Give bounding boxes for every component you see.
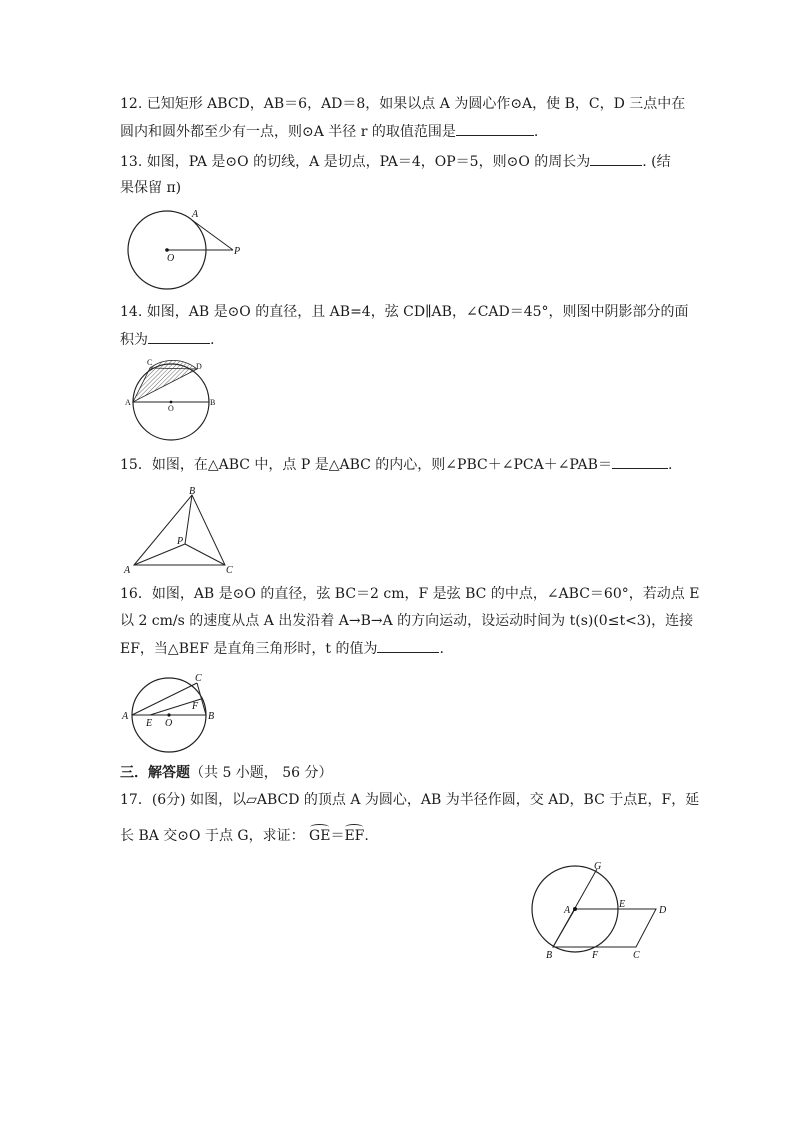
section3-title: 三．解答题 xyxy=(120,765,190,781)
q15-figure xyxy=(120,484,245,576)
q17-text: 长 BA 交⊙O 于点 G，求证： xyxy=(120,828,305,844)
label-a: A xyxy=(124,565,131,576)
answer-blank-13[interactable] xyxy=(590,151,642,166)
label-d: D xyxy=(196,362,202,371)
label-a: A xyxy=(564,905,571,916)
q13-end: . (结 xyxy=(642,154,671,170)
label-b: B xyxy=(546,950,553,961)
q15-end: . xyxy=(667,457,673,473)
center-dot xyxy=(165,248,169,252)
q17-figure xyxy=(528,858,688,962)
q12-end: . xyxy=(533,124,539,140)
answer-blank-14[interactable] xyxy=(148,329,210,344)
label-d: D xyxy=(659,905,667,916)
label-g: G xyxy=(594,861,602,872)
q13-figure xyxy=(120,205,260,295)
q14-text: 积为 xyxy=(120,332,148,348)
label-c: C xyxy=(226,565,233,576)
label-b: B xyxy=(208,711,215,722)
label-e: E xyxy=(619,899,626,910)
label-o: O xyxy=(167,253,175,264)
label-c: C xyxy=(633,950,640,961)
label-f: F xyxy=(192,701,199,712)
arc-ef: EF xyxy=(344,826,364,846)
q14-line2 xyxy=(120,329,214,350)
q17-eq: ＝ xyxy=(330,828,345,844)
q12-text: 圆内和圆外都至少有一点，则⊙A 半径 r 的取值范围是 xyxy=(120,124,456,140)
q14-line1: 14. 如图，AB 是⊙O 的直径，且 AB=4，弦 CD∥AB，∠CAD＝45°，则图中阴影部分的面 xyxy=(120,304,689,320)
q17-line2 xyxy=(120,826,369,846)
q12-line1: 12. 已知矩形 ABCD，AB＝6，AD＝8，如果以点 A 为圆心作⊙A，使 B，C，D 三点中在 xyxy=(120,96,686,112)
q17-line1: 17．(6分) 如图，以▱ABCD 的顶点 A 为圆心，AB 为半径作圆，交 AD，BC 于点E，F，延 xyxy=(120,792,700,808)
q14-figure xyxy=(122,355,222,445)
q12-line2 xyxy=(120,121,538,142)
label-c: C xyxy=(195,673,202,684)
center-dot xyxy=(170,401,173,404)
section3-note: （共 5 小题， 56 分） xyxy=(190,765,333,781)
q17-end: . xyxy=(364,828,369,844)
label-b: B xyxy=(189,486,196,497)
q16-line2: 以 2 cm/s 的速度从点 A 出发沿着 A→B→A 的方向运动，设运动时间为 t(s)(0≤t<3)，连接 xyxy=(120,613,694,629)
shaded-region xyxy=(133,360,197,402)
q13-line2: 果保留 π) xyxy=(120,180,182,196)
label-c: C xyxy=(147,358,153,367)
tangent-pa xyxy=(192,220,233,250)
segment-ap xyxy=(134,544,185,565)
chord-bc xyxy=(197,683,206,715)
label-p: P xyxy=(177,536,184,547)
label-o: O xyxy=(168,404,174,413)
center-dot xyxy=(573,907,577,911)
center-dot xyxy=(167,713,170,716)
q13-line1 xyxy=(120,151,671,172)
label-e: E xyxy=(146,718,153,729)
label-b: B xyxy=(210,398,216,407)
label-p: P xyxy=(234,246,241,257)
q16-end: . xyxy=(439,641,444,657)
q16-line3 xyxy=(120,638,444,659)
q15-line1 xyxy=(120,454,672,475)
segment-cp xyxy=(185,544,225,565)
label-f: F xyxy=(592,950,599,961)
q16-line1: 16．如图，AB 是⊙O 的直径，弦 BC＝2 cm，F 是弦 BC 的中点，∠ABC＝60°，若动点 E xyxy=(120,586,700,602)
q14-end: . xyxy=(210,332,215,348)
section3-heading xyxy=(120,763,333,783)
arc-ge: GE xyxy=(309,826,330,846)
label-a: A xyxy=(122,711,129,722)
q13-text: 13. 如图，PA 是⊙O 的切线，A 是切点，PA＝4，OP＝5，则⊙O 的周长为 xyxy=(120,154,591,170)
q15-text: 15．如图，在△ABC 中，点 P 是△ABC 的内心，则∠PBC＋∠PCA＋∠PAB＝ xyxy=(120,457,612,473)
label-a: A xyxy=(125,398,131,407)
q16-text: EF，当△BEF 是直角三角形时，t 的值为 xyxy=(120,641,378,657)
answer-blank-16[interactable] xyxy=(377,638,439,653)
label-o: O xyxy=(165,718,173,729)
answer-blank-12[interactable] xyxy=(456,121,534,136)
answer-blank-15[interactable] xyxy=(612,454,668,469)
triangle-abc xyxy=(134,495,225,565)
label-a: A xyxy=(192,209,199,220)
q16-figure xyxy=(120,670,230,755)
